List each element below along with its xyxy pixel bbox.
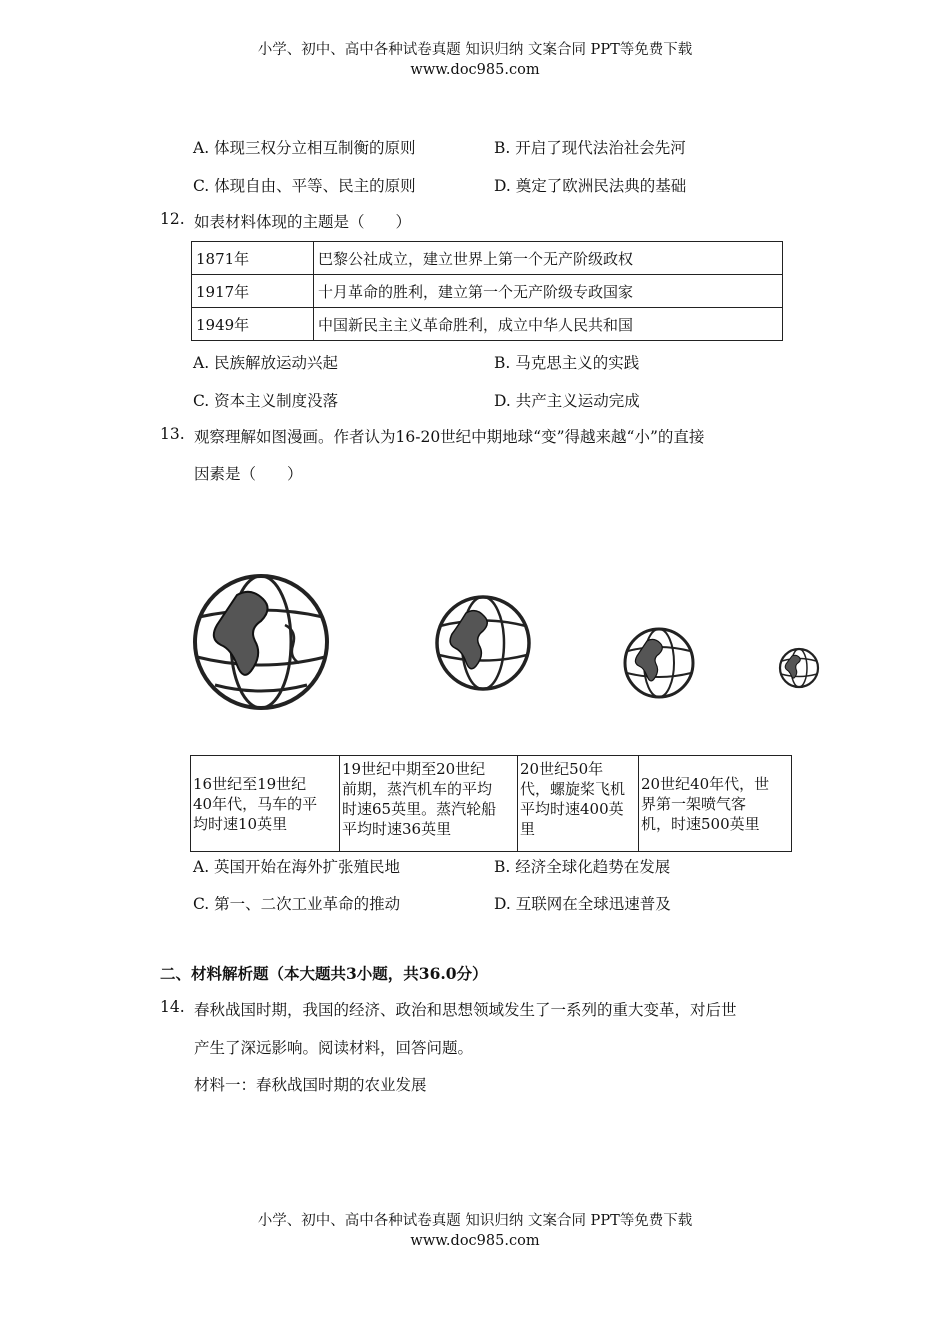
table-cell-year: 1949年 [192, 308, 314, 341]
cell-line: 20世纪40年代，世 [641, 774, 770, 793]
q14-text-line-2: 产生了深远影响。阅读材料，回答问题。 [194, 1039, 474, 1057]
q13-option-b: B. 经济全球化趋势在发展 [494, 858, 671, 876]
cell-line: 平均时速400英 [520, 800, 624, 818]
q12-option-c: C. 资本主义制度没落 [193, 392, 339, 410]
q13-text-line-2: 因素是（ ） [194, 465, 303, 483]
cell-line: 40年代，马车的平 [193, 794, 318, 813]
table-cell-era-3 [518, 756, 639, 852]
q13-option-c: C. 第一、二次工业革命的推动 [193, 895, 401, 913]
q13-text-line-1: 观察理解如图漫画。作者认为16-20世纪中期地球“变”得越来越“小”的直接 [194, 428, 705, 446]
section-2-title: 二、材料解析题（本大题共3小题，共36.0分） [160, 964, 488, 983]
cell-line: 均时速10英里 [193, 814, 288, 833]
page-footer [0, 1211, 950, 1251]
cell-line: 代，螺旋桨飞机 [520, 780, 626, 798]
table-row [192, 242, 783, 275]
cell-line: 时速65英里。蒸汽轮船 [342, 800, 497, 818]
q13-option-d: D. 互联网在全球迅速普及 [494, 895, 671, 913]
q12-option-d: D. 共产主义运动完成 [494, 392, 640, 410]
globe-tiny-icon [780, 649, 818, 687]
table-cell-event: 十月革命的胜利，建立第一个无产阶级专政国家 [314, 275, 783, 308]
cell-line: 20世纪50年 [520, 760, 604, 778]
table-cell-event: 中国新民主主义革命胜利，成立中华人民共和国 [314, 308, 783, 341]
header-url: www.doc985.com [410, 62, 540, 78]
table-cell-year: 1871年 [192, 242, 314, 275]
q11-option-d: D. 奠定了欧洲民法典的基础 [494, 177, 687, 195]
q14-number: 14. [160, 998, 185, 1016]
cell-line: 19世纪中期至20世纪 [342, 760, 486, 778]
cell-line: 界第一架喷气客 [641, 794, 747, 813]
q11-option-b: B. 开启了现代法治社会先河 [494, 139, 686, 157]
table-cell-era-2 [340, 756, 518, 852]
q13-table [190, 755, 792, 852]
q13-number: 13. [160, 425, 185, 443]
table-cell-year: 1917年 [192, 275, 314, 308]
q12-table [191, 241, 783, 341]
footer-line-1: 小学、初中、高中各种试卷真题 知识归纳 文案合同 PPT等免费下载 [257, 1213, 693, 1229]
q12-number: 12. [160, 210, 185, 228]
footer-url: www.doc985.com [410, 1233, 540, 1249]
cell-line: 平均时速36英里 [342, 820, 452, 838]
globe-large-icon [195, 576, 327, 708]
globe-medium-icon [437, 597, 529, 689]
q12-text: 如表材料体现的主题是（ ） [194, 213, 412, 231]
table-cell-event: 巴黎公社成立，建立世界上第一个无产阶级政权 [314, 242, 783, 275]
table-row [192, 308, 783, 341]
q12-option-b: B. 马克思主义的实践 [494, 354, 640, 372]
cell-line: 前期，蒸汽机车的平均 [342, 780, 493, 798]
table-cell-era-4 [639, 756, 792, 852]
globe-small-icon [625, 629, 693, 697]
q12-option-a: A. 民族解放运动兴起 [193, 354, 339, 372]
q14-material-1: 材料一：春秋战国时期的农业发展 [194, 1076, 427, 1094]
table-row [192, 275, 783, 308]
header-line-1: 小学、初中、高中各种试卷真题 知识归纳 文案合同 PPT等免费下载 [257, 42, 693, 58]
table-row [191, 756, 792, 852]
q14-text-line-1: 春秋战国时期，我国的经济、政治和思想领域发生了一系列的重大变革，对后世 [194, 1001, 737, 1019]
q13-option-a: A. 英国开始在海外扩张殖民地 [193, 858, 401, 876]
page-header [0, 40, 950, 80]
cell-line: 机，时速500英里 [641, 814, 760, 833]
shrinking-globes-cartoon [185, 565, 835, 725]
cell-line: 16世纪至19世纪 [193, 774, 307, 793]
q11-option-a: A. 体现三权分立相互制衡的原则 [193, 139, 416, 157]
q11-option-c: C. 体现自由、平等、民主的原则 [193, 177, 416, 195]
table-cell-era-1 [191, 756, 340, 852]
cell-line: 里 [520, 820, 536, 838]
